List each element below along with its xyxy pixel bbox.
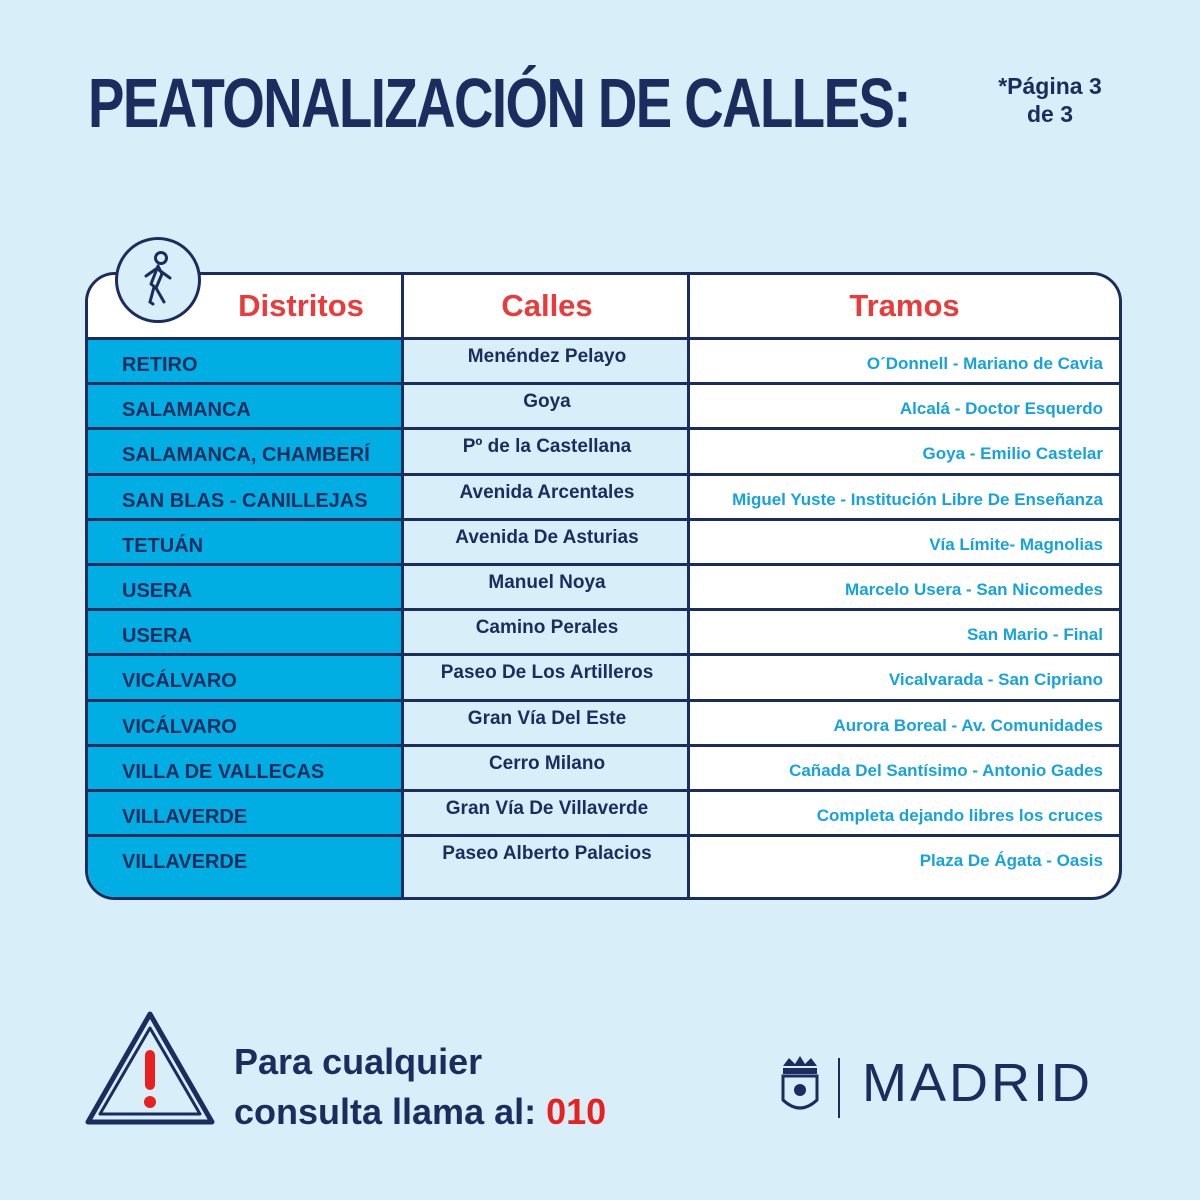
section-cell: Vía Límite- Magnolias xyxy=(929,534,1103,554)
page-indicator-line2: de 3 xyxy=(1026,101,1074,127)
table-row xyxy=(88,656,1119,701)
district-cell: VICÁLVARO xyxy=(122,670,237,693)
street-cell: Pº de la Castellana xyxy=(462,436,632,458)
district-cell: VICÁLVARO xyxy=(122,715,237,738)
pedestrian-badge xyxy=(115,237,201,323)
section-cell: Miguel Yuste - Institución Libre De Enseñanza xyxy=(732,489,1103,509)
section-cell: Marcelo Usera - San Nicomedes xyxy=(845,579,1103,599)
street-cell: Cerro Milano xyxy=(488,752,606,774)
header-distritos: Distritos xyxy=(238,288,364,323)
section-cell: Alcalá - Doctor Esquerdo xyxy=(899,399,1103,419)
street-cell: Manuel Noya xyxy=(488,571,606,593)
street-cell: Avenida De Asturias xyxy=(455,526,639,548)
district-cell: SALAMANCA, CHAMBERÍ xyxy=(122,444,370,467)
table-row xyxy=(88,837,1119,882)
section-cell: Cañada Del Santísimo - Antonio Gades xyxy=(789,760,1103,780)
district-cell: TETUÁN xyxy=(122,534,204,557)
district-cell: VILLAVERDE xyxy=(122,805,248,828)
street-cell: Avenida Arcentales xyxy=(459,481,635,503)
table-row xyxy=(88,521,1119,566)
contact-line1: Para cualquier xyxy=(234,1041,483,1082)
logo-divider xyxy=(838,1058,840,1118)
madrid-logo-text: MADRID xyxy=(862,1053,1093,1113)
street-cell: Goya xyxy=(523,391,571,413)
street-cell: Paseo De Los Artilleros xyxy=(440,662,654,684)
contact-line2: consulta llama al: 010 xyxy=(234,1091,607,1132)
phone-number: 010 xyxy=(546,1091,607,1132)
table-row xyxy=(88,702,1119,747)
district-cell: SALAMANCA xyxy=(122,399,251,422)
page-title: PEATONALIZACIÓN DE CALLES: xyxy=(88,64,910,142)
district-cell: USERA xyxy=(122,625,193,648)
section-cell: O´Donnell - Mariano de Cavia xyxy=(866,354,1103,373)
district-cell: USERA xyxy=(122,579,193,602)
street-cell: Paseo Alberto Palacios xyxy=(442,843,652,865)
contact-message xyxy=(234,1037,606,1137)
section-cell: Aurora Boreal - Av. Comunidades xyxy=(833,715,1103,735)
district-cell: RETIRO xyxy=(122,354,198,376)
section-cell: San Mario - Final xyxy=(966,625,1103,645)
section-cell: Plaza De Ágata - Oasis xyxy=(919,851,1103,871)
table-header xyxy=(88,275,1119,340)
district-cell: VILLA DE VALLECAS xyxy=(122,760,325,783)
pedestrian-icon xyxy=(118,240,198,320)
header-tramos: Tramos xyxy=(849,288,960,323)
madrid-crest-icon xyxy=(775,1052,825,1118)
table-row xyxy=(88,611,1119,656)
table-row xyxy=(88,747,1119,792)
section-cell: Completa dejando libres los cruces xyxy=(816,805,1103,825)
table-row xyxy=(88,385,1119,430)
district-cell: SAN BLAS - CANILLEJAS xyxy=(122,489,368,512)
table-row xyxy=(88,430,1119,475)
warning-triangle-icon xyxy=(82,1008,218,1132)
table-body xyxy=(88,340,1119,882)
streets-table xyxy=(85,272,1122,900)
street-cell: Menéndez Pelayo xyxy=(467,346,627,367)
page-indicator-line1: *Página 3 xyxy=(998,73,1102,99)
street-cell: Gran Vía Del Este xyxy=(467,707,627,729)
header-calles: Calles xyxy=(501,288,593,323)
district-cell: VILLAVERDE xyxy=(122,851,248,874)
street-cell: Camino Perales xyxy=(475,617,619,639)
page-indicator xyxy=(985,72,1115,128)
section-cell: Vicalvarada - San Cipriano xyxy=(888,670,1103,690)
section-cell: Goya - Emilio Castelar xyxy=(922,444,1103,464)
table-row xyxy=(88,476,1119,521)
street-cell: Gran Vía De Villaverde xyxy=(445,797,649,819)
table-row xyxy=(88,792,1119,837)
table-row xyxy=(88,340,1119,385)
table-row xyxy=(88,566,1119,611)
